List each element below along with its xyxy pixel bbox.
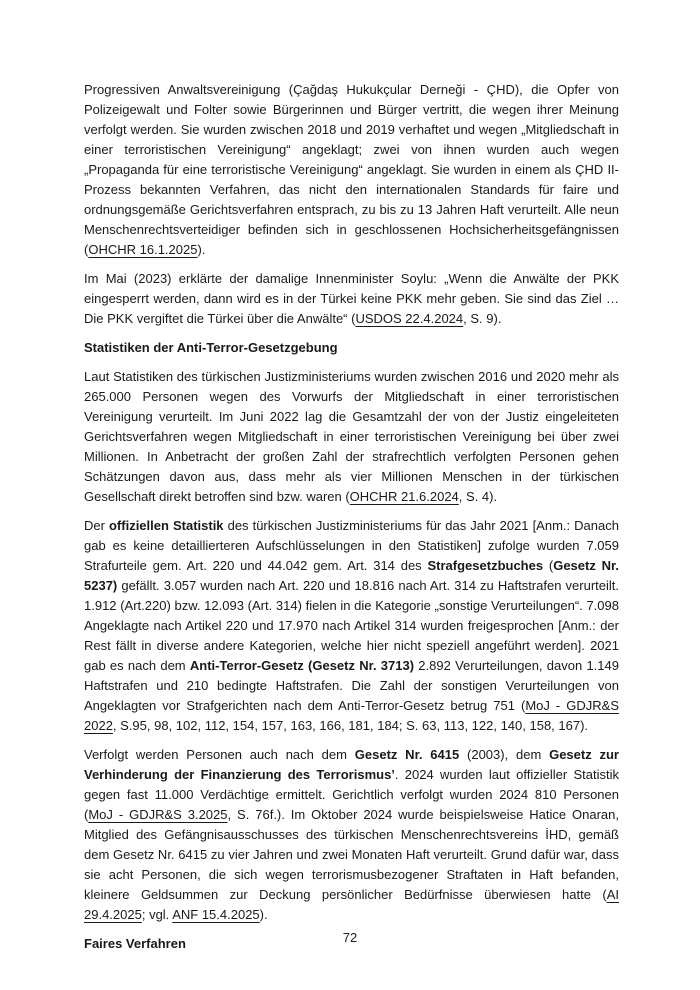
- document-page: [84, 80, 619, 963]
- paragraph-text: (2003), dem: [459, 747, 550, 762]
- paragraph-text: ).: [259, 907, 268, 922]
- paragraph-text: . 2024 wurden laut offizieller Statistik gegen fast 11.000 Verdächtige ermittelt. Gerichtlich verfolgt wurden 2024 810 Personen (: [84, 767, 619, 822]
- section-heading-statistics: Statistiken der Anti-Terror-Gesetzgebung: [84, 340, 338, 355]
- bold-text: Strafgesetzbuches: [427, 558, 544, 573]
- paragraph-official-statistics-2021: [84, 516, 619, 736]
- bold-text: Gesetz Nr. 5237): [84, 558, 619, 593]
- source-link-ohchr-2024[interactable]: OHCHR 21.6.2024: [349, 489, 459, 504]
- paragraph-text: Im Mai (2023) erklärte der damalige Innenminister Soylu: „Wenn die Anwälte der PKK eingesperrt werden, dann wird es in der Türkei keine PKK mehr geben. Sie sind das Ziel … Die PKK vergiftet die Türkei über die Anwälte“ (: [84, 271, 619, 326]
- paragraph-text: Progressiven Anwaltsvereinigung (Çağdaş Hukukçular Derneği - ÇHD), die Opfer von Polizeigewalt und Folter sowie Bürgerinnen und Bürger vertritt, die wegen ihrer Meinung verfolgt werden. Sie wurden zwischen 2018 und 2019 verhaftet und wegen „Mitgliedschaft in einer terroristischen Vereinigung“ angeklagt; zwei von ihnen wurden auch wegen „Propaganda für eine terroristische Vereinigung“ angeklagt. Sie wurden in einem als ÇHD II-Prozess bekannten Verfahren, das nicht den internationalen Standards für faire und ordnungsgemäße Gerichtsverfahren entsprach, zu bis zu 13 Jahren Haft verurteilt. Alle neun Menschenrechtsverteidiger befinden sich in geschlossenen Hochsicherheitsgefängnissen (: [84, 82, 619, 257]
- source-link-usdos-2024[interactable]: USDOS 22.4.2024: [355, 311, 464, 326]
- source-link-anf-2025[interactable]: ANF 15.4.2025: [172, 907, 260, 922]
- paragraph-law-6415: [84, 745, 619, 925]
- paragraph-text: , S. 4).: [458, 489, 498, 504]
- source-link-moj-2022[interactable]: MoJ - GDJR&S 2022: [84, 698, 620, 733]
- paragraph-text: Der: [84, 518, 109, 533]
- source-link-moj-2025[interactable]: MoJ - GDJR&S 3.2025: [88, 807, 228, 822]
- bold-text: Gesetz zur Verhinderung der Finanzierung des Terrorismus’: [84, 747, 619, 782]
- paragraph-text: (: [543, 558, 554, 573]
- paragraph-text: , S. 9).: [463, 311, 502, 326]
- paragraph-text: Verfolgt werden Personen auch nach dem: [84, 747, 355, 762]
- bold-text: Gesetz Nr. 6415: [354, 747, 460, 762]
- paragraph-chd-lawyers: [84, 80, 619, 260]
- paragraph-soylu-quote: [84, 269, 619, 329]
- paragraph-text: , S. 76f.). Im Oktober 2024 wurde beispielsweise Hatice Onaran, Mitglied des Gefängnisausschusses des türkischen Menschenrechtsvereins İHD, gemäß dem Gesetz Nr. 6415 zu vier Jahren und zwei Monaten Haft verurteilt. Grund dafür war, dass sie acht Personen, die sich wegen terrorismusbezogener Straftaten in Haft befanden, kleinere Geldsummen zur Deckung persönlicher Bedürfnisse überwiesen hatte (: [84, 807, 619, 902]
- paragraph-text: gefällt. 3.057 wurden nach Art. 220 und 18.816 nach Art. 314 zu Haftstrafen verurteilt. 1.912 (Art.220) bzw. 12.093 (Art. 314) fielen in die Kategorie „sonstige Verurteilungen“. 7.098 Angeklagte nach Artikel 220 und 17.970 nach Artikel 314 wurden freigesprochen [Anm.: der Rest fällt in diverse andere Kategorien, welche hier nicht speziell angeführt werden]. 2021 gab es nach dem: [84, 578, 619, 673]
- source-link-ai-2025[interactable]: AI 29.4.2025: [84, 887, 619, 922]
- bold-text: offiziellen Statistik: [108, 518, 224, 533]
- paragraph-text: , S.95, 98, 102, 112, 154, 157, 163, 166, 181, 184; S. 63, 113, 122, 140, 158, 167).: [112, 718, 589, 733]
- source-link-ohchr-2025[interactable]: OHCHR 16.1.2025: [88, 242, 198, 257]
- paragraph-ministry-statistics: [84, 367, 619, 507]
- bold-text: Anti-Terror-Gesetz (Gesetz Nr. 3713): [189, 658, 415, 673]
- paragraph-text: des türkischen Justizministeriums für das Jahr 2021 [Anm.: Danach gab es keine detaillierteren Aufschlüsselungen in den Statistiken] zufolge wurden 7.059 Strafurteile gem. Art. 220 und 44.042 gem. Art. 314 des: [84, 518, 619, 573]
- paragraph-text: ).: [197, 242, 206, 257]
- page-number: 72: [342, 930, 358, 945]
- section-heading-fair-trial: Faires Verfahren: [84, 936, 186, 951]
- paragraph-text: Laut Statistiken des türkischen Justizministeriums wurden zwischen 2016 und 2020 mehr als 265.000 Personen wegen des Vorwurfs der Mitgliedschaft in einer terroristischen Vereinigung verurteilt. Im Juni 2022 lag die Gesamtzahl der von der Justiz eingeleiteten Gerichtsverfahren wegen Mitgliedschaft in einer terroristischen Vereinigung bei über zwei Millionen. In Anbetracht der großen Zahl der strafrechtlich verfolgten Personen gehen Schätzungen davon aus, dass mehr als vier Millionen Menschen in der türkischen Gesellschaft direkt betroffen sind bzw. waren (: [84, 369, 619, 504]
- paragraph-text: ; vgl.: [141, 907, 173, 922]
- paragraph-text: 2.892 Verurteilungen, davon 1.149 Haftstrafen und 210 bedingte Haftstrafen. Die Zahl der sonstigen Verurteilungen von Angeklagten vor Strafgerichten nach dem Anti-Terror-Gesetz betrug 751 (: [84, 658, 619, 713]
